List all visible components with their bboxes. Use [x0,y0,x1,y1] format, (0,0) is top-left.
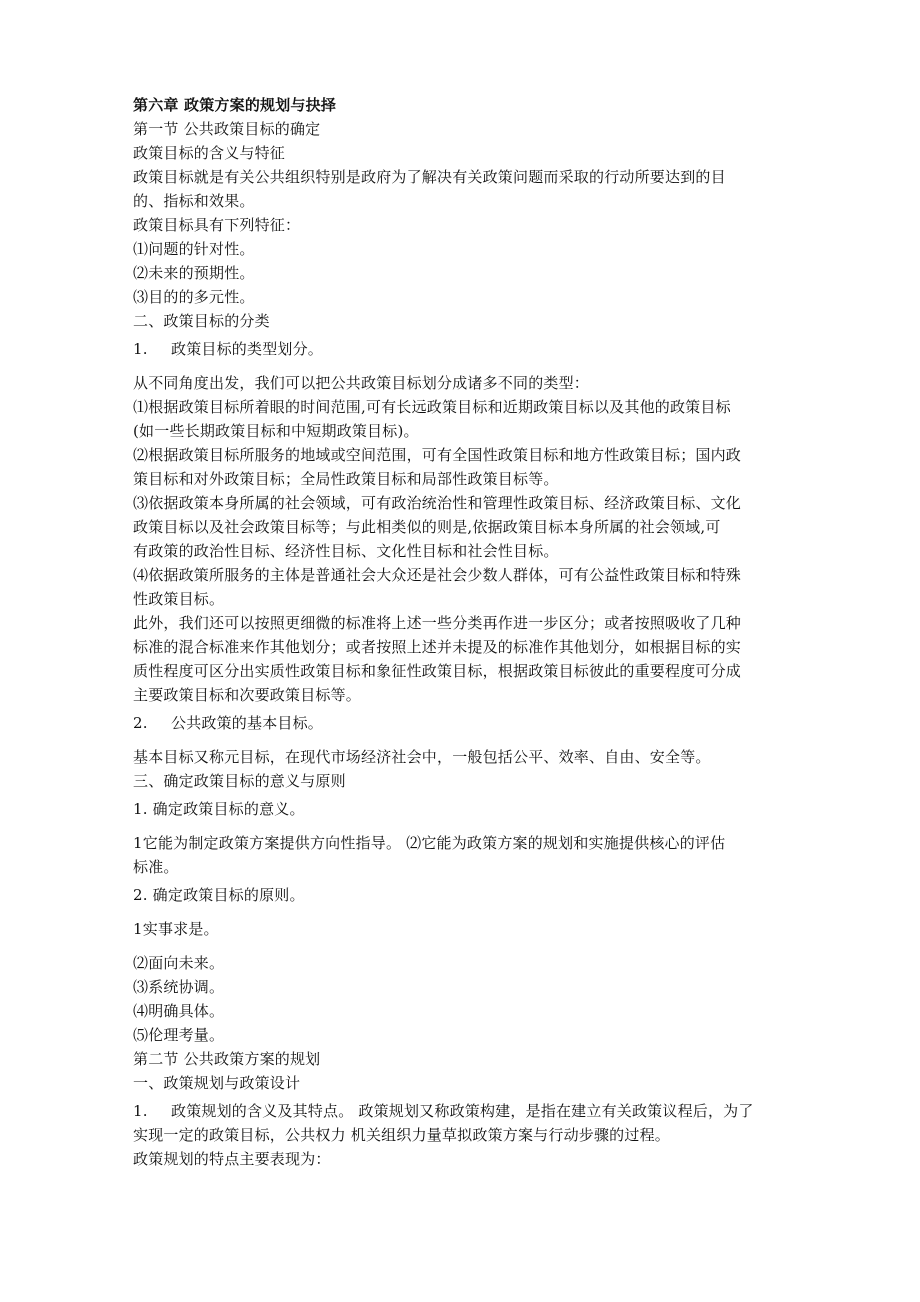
paragraph-line: (如一些长期政策目标和中短期政策目标)。 [133,422,419,440]
list-item: ⑴问题的针对性。 [133,240,255,258]
list-item: ⑵未来的预期性。 [133,264,255,282]
paragraph-line: ⑴根据政策目标所着眼的时间范围,可有长远政策目标和近期政策目标以及其他的政策目标 [133,398,731,416]
subheading: 二、政策目标的分类 [133,312,270,330]
paragraph-line: 质性程度可区分出实质性政策目标和象征性政策目标，根据政策目标彼此的重要程度可分成 [133,662,742,680]
paragraph-line: 有政策的政治性目标、经济性目标、文化性目标和社会性目标。 [133,542,559,560]
paragraph: 政策目标具有下列特征： [133,216,301,234]
paragraph-line: 政策目标就是有关公共组织特别是政府为了解决有关政策问题而采取的行动所要达到的目 [133,168,726,186]
paragraph: 政策规划的特点主要表现为： [133,1150,331,1168]
paragraph-line: 的、指标和效果。 [133,192,255,210]
heading-number: 1. [133,1102,148,1120]
heading-number: 2. [133,714,148,732]
chapter-title: 第六章 政策方案的规划与抉择 [133,96,337,114]
paragraph-line: 性政策目标。 [133,590,225,608]
heading-text: 政策规划的含义及其特点。 政策规划又称政策构建，是指在建立有关政策议程后，为了 [171,1102,754,1120]
subheading: 一、政策规划与政策设计 [133,1074,301,1092]
paragraph-line: ⑶依据政策本身所属的社会领域，可有政治统治性和管理性政策目标、经济政策目标、文化 [133,494,742,512]
list-item: ⑶系统协调。 [133,978,225,996]
paragraph: 基本目标又称元目标，在现代市场经济社会中，一般包括公平、效率、自由、安全等。 [133,748,711,766]
heading-number: 1. [133,340,148,358]
paragraph-line: 政策目标以及社会政策目标等；与此相类似的则是,依据政策目标本身所属的社会领域,可 [133,518,721,536]
section-title: 第一节 公共政策目标的确定 [133,120,321,138]
list-item: ⑸伦理考量。 [133,1026,225,1044]
paragraph-line: 标准的混合标准来作其他划分；或者按照上述并未提及的标准作其他划分，如根据目标的实 [133,638,742,656]
heading-text: 公共政策的基本目标。 [171,714,324,732]
document-body [133,93,803,1171]
paragraph-line: 此外，我们还可以按照更细微的标准将上述一些分类再作进一步区分；或者按照吸收了几种 [133,614,742,632]
paragraph-line: 实现一定的政策目标，公共权力 机关组织力量草拟政策方案与行动步骤的过程。 [133,1126,670,1144]
paragraph-line: ⑵根据政策目标所服务的地域或空间范围，可有全国性政策目标和地方性政策目标；国内政 [133,446,742,464]
paragraph-line: ⑷依据政策所服务的主体是普通社会大众还是社会少数人群体，可有公益性政策目标和特殊 [133,566,742,584]
numbered-heading [133,1099,803,1123]
paragraph-line: 策目标和对外政策目标；全局性政策目标和局部性政策目标等。 [133,470,559,488]
numbered-heading [133,711,803,735]
heading-text: 政策目标的类型划分。 [171,340,324,358]
paragraph-line: 标准。 [133,858,179,876]
subheading: 三、确定政策目标的意义与原则 [133,772,346,790]
paragraph-line: 主要政策目标和次要政策目标等。 [133,686,362,704]
paragraph: 从不同角度出发，我们可以把公共政策目标划分成诸多不同的类型： [133,374,590,392]
numbered-heading [133,337,803,361]
subheading: 政策目标的含义与特征 [133,144,286,162]
paragraph-line: 1它能为制定政策方案提供方向性指导。 ⑵它能为政策方案的规划和实施提供核心的评估 [133,834,726,852]
list-item: ⑵面向未来。 [133,954,225,972]
list-item: 1实事求是。 [133,920,219,938]
section-title: 第二节 公共政策方案的规划 [133,1050,321,1068]
numbered-heading: 1. 确定政策目标的意义。 [133,800,305,818]
list-item: ⑶目的的多元性。 [133,288,255,306]
list-item: ⑷明确具体。 [133,1002,225,1020]
numbered-heading: 2. 确定政策目标的原则。 [133,886,305,904]
